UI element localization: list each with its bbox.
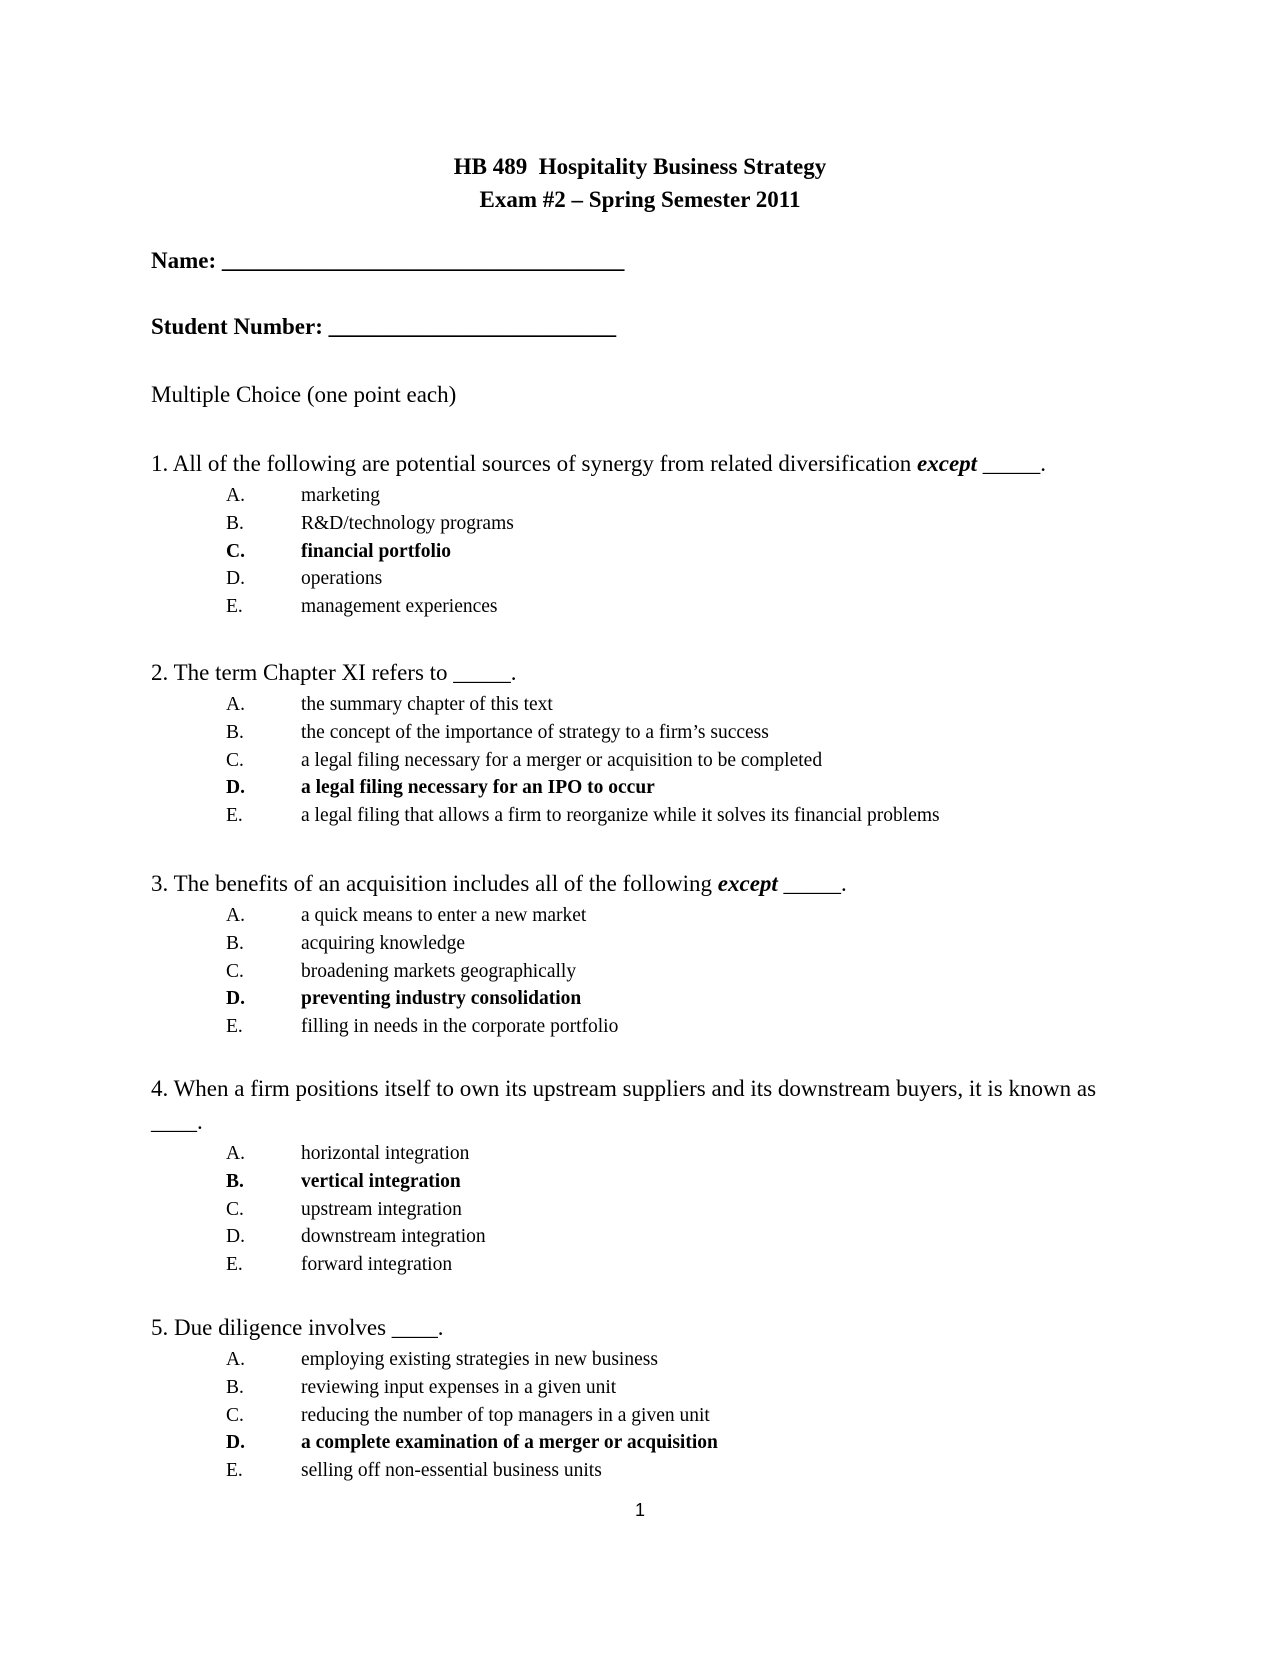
option-text: broadening markets geographically xyxy=(301,960,577,982)
option-letter: C. xyxy=(226,749,244,771)
option-letter: D. xyxy=(226,568,245,590)
option-letter: E. xyxy=(226,805,243,827)
option-text: operations xyxy=(301,568,383,590)
name-field xyxy=(151,248,624,274)
option-e xyxy=(151,802,1141,830)
option-a xyxy=(151,691,1141,719)
option-letter: D. xyxy=(226,988,245,1010)
option-text: R&D/technology programs xyxy=(301,512,514,534)
exam-header xyxy=(0,150,1280,216)
question-stem xyxy=(151,867,1141,900)
option-b xyxy=(151,719,1141,747)
option-a xyxy=(151,482,1141,510)
option-text: a complete examination of a merger or acquisition xyxy=(301,1432,718,1454)
option-letter: A. xyxy=(226,694,245,715)
exam-title: Exam #2 – Spring Semester 2011 xyxy=(479,187,801,212)
option-e xyxy=(151,593,1141,621)
option-letter: D. xyxy=(226,1432,245,1454)
option-letter: A. xyxy=(226,1349,245,1370)
stem-blank: _____. xyxy=(977,451,1047,476)
student-number-blank: _________________________ xyxy=(328,314,617,339)
option-letter: A. xyxy=(226,905,245,926)
section-title: Multiple Choice (one point each) xyxy=(151,382,457,407)
option-e xyxy=(151,1457,1141,1485)
question-stem xyxy=(151,1311,1141,1344)
option-text: marketing xyxy=(301,485,381,506)
option-text: a quick means to enter a new market xyxy=(301,905,587,926)
option-a xyxy=(151,902,1141,930)
option-letter: E. xyxy=(226,1254,243,1276)
option-c xyxy=(151,1196,1141,1224)
answer-options xyxy=(151,482,1141,621)
stem-emphasis: except xyxy=(717,871,778,896)
option-text: horizontal integration xyxy=(301,1143,470,1164)
option-text: filling in needs in the corporate portfolio xyxy=(301,1016,619,1038)
option-text: a legal filing necessary for an IPO to occur xyxy=(301,777,655,799)
name-blank: ___________________________________ xyxy=(221,248,625,273)
question-stem xyxy=(151,447,1141,480)
question-4 xyxy=(151,1072,1141,1279)
option-letter: D. xyxy=(226,777,245,799)
option-text: reducing the number of top managers in a given unit xyxy=(301,1404,710,1426)
option-text: forward integration xyxy=(301,1254,453,1276)
question-3 xyxy=(151,867,1141,1041)
option-b xyxy=(151,930,1141,958)
stem-text: 2. The term Chapter XI refers to _____. xyxy=(151,660,517,685)
option-letter: A. xyxy=(226,485,245,506)
option-text: selling off non-essential business units xyxy=(301,1460,602,1482)
option-letter: B. xyxy=(226,721,244,743)
page-number: 1 xyxy=(634,1500,645,1520)
option-b xyxy=(151,1168,1141,1196)
option-text: a legal filing that allows a firm to reorganize while it solves its financial problems xyxy=(301,805,940,827)
option-letter: E. xyxy=(226,596,243,618)
option-e xyxy=(151,1251,1141,1279)
option-c xyxy=(151,747,1141,775)
student-number-field xyxy=(151,314,616,340)
option-letter: C. xyxy=(226,1404,244,1426)
stem-text: 1. All of the following are potential sources of synergy from related diversification xyxy=(151,451,918,476)
question-1 xyxy=(151,447,1141,621)
option-b xyxy=(151,1374,1141,1402)
option-c xyxy=(151,1402,1141,1430)
option-text: management experiences xyxy=(301,596,498,618)
option-letter: C. xyxy=(226,960,244,982)
option-a xyxy=(151,1140,1141,1168)
option-text: the concept of the importance of strategy to a firm’s success xyxy=(301,721,769,743)
option-text: financial portfolio xyxy=(301,540,452,562)
option-letter: D. xyxy=(226,1226,245,1248)
option-c xyxy=(151,958,1141,986)
stem-text: 3. The benefits of an acquisition includes all of the following xyxy=(151,871,718,896)
option-text: reviewing input expenses in a given unit xyxy=(301,1376,617,1398)
option-letter: C. xyxy=(226,1198,244,1220)
option-letter: B. xyxy=(226,1376,244,1398)
question-5 xyxy=(151,1311,1141,1485)
option-letter: B. xyxy=(226,932,244,954)
option-text: the summary chapter of this text xyxy=(301,694,553,715)
stem-emphasis: except xyxy=(917,451,978,476)
student-number-label: Student Number: xyxy=(151,314,329,339)
option-d xyxy=(151,985,1141,1013)
option-a xyxy=(151,1346,1141,1374)
option-letter: A. xyxy=(226,1143,245,1164)
option-b xyxy=(151,510,1141,538)
option-letter: B. xyxy=(226,512,244,534)
name-label: Name: xyxy=(151,248,222,273)
option-d xyxy=(151,1429,1141,1457)
option-letter: C. xyxy=(226,540,245,562)
option-text: preventing industry consolidation xyxy=(301,988,582,1010)
answer-options xyxy=(151,902,1141,1041)
answer-options xyxy=(151,691,1141,830)
option-d xyxy=(151,1223,1141,1251)
option-letter: B. xyxy=(226,1170,244,1192)
answer-options xyxy=(151,1140,1141,1279)
option-text: downstream integration xyxy=(301,1226,486,1248)
option-text: vertical integration xyxy=(301,1170,461,1192)
stem-text: 4. When a firm positions itself to own its upstream suppliers and its downstream buyers, it is known as ____. xyxy=(151,1076,1097,1134)
course-title: HB 489 Hospitality Business Strategy xyxy=(453,154,827,179)
option-text: a legal filing necessary for a merger or acquisition to be completed xyxy=(301,749,823,771)
option-letter: E. xyxy=(226,1460,243,1482)
stem-blank: _____. xyxy=(777,871,847,896)
option-letter: E. xyxy=(226,1016,243,1038)
answer-options xyxy=(151,1346,1141,1485)
option-e xyxy=(151,1013,1141,1041)
stem-text: 5. Due diligence involves ____. xyxy=(151,1315,444,1340)
question-2 xyxy=(151,656,1141,830)
option-d xyxy=(151,774,1141,802)
option-c xyxy=(151,538,1141,566)
option-text: employing existing strategies in new business xyxy=(301,1349,658,1370)
question-stem xyxy=(151,656,1141,689)
question-stem xyxy=(151,1072,1141,1138)
option-text: acquiring knowledge xyxy=(301,932,466,954)
option-d xyxy=(151,565,1141,593)
option-text: upstream integration xyxy=(301,1198,462,1220)
